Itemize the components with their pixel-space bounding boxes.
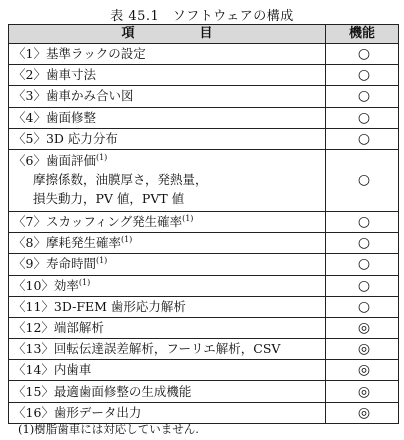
software-composition-table: [8, 24, 399, 424]
row-item: 〈2〉歯車寸法: [9, 65, 326, 86]
table-row: [9, 360, 399, 381]
row-item: 〈6〉歯面評価$^{(1)}$ 摩擦係数，油膜厚さ，発熱量， 損失動力，PV 値，PVT 値: [9, 149, 326, 211]
row-sub-line: 損失動力，PV 値，PVT 値: [33, 190, 185, 206]
table-row: [9, 86, 399, 107]
row-function-mark: ○: [326, 65, 399, 86]
row-function-mark: ○: [326, 44, 399, 65]
footnote-ref: (1): [78, 277, 91, 287]
row-item: 〈5〉3D 応力分布: [9, 128, 326, 149]
table-row: [9, 107, 399, 128]
row-item: 〈7〉スカッフィング発生確率$^{(1)}$: [9, 211, 326, 232]
table-row: [9, 211, 399, 232]
row-item: 〈11〉3D-FEM 歯形応力解析: [9, 296, 326, 317]
row-function-mark: ○: [326, 86, 399, 107]
table-row: [9, 254, 399, 275]
row-function-mark: ○: [326, 149, 399, 211]
row-item: 〈15〉最適歯面修整の生成機能: [9, 381, 326, 402]
footnote-ref: (1): [120, 235, 133, 245]
row-item: 〈1〉基準ラックの設定: [9, 44, 326, 65]
table-row: [9, 275, 399, 296]
row-item: 〈9〉寿命時間$^{(1)}$: [9, 254, 326, 275]
table-row: [9, 65, 399, 86]
row-function-mark: ○: [326, 233, 399, 254]
row-function-mark: ◎: [326, 317, 399, 338]
table-row: [9, 317, 399, 338]
row-function-mark: ◎: [326, 339, 399, 360]
row-item: 〈3〉歯車かみ合い図: [9, 86, 326, 107]
table-row: [9, 233, 399, 254]
row-item: 〈14〉内歯車: [9, 360, 326, 381]
table-row: [9, 128, 399, 149]
row-function-mark: ○: [326, 254, 399, 275]
footnote-ref: (1): [182, 213, 194, 223]
table-caption: 表 45.1 ソフトウェアの構成: [110, 9, 294, 24]
footnote: (1)樹脂歯車には対応していません.: [18, 422, 199, 436]
row-item: 〈8〉摩耗発生確率$^{(1)}$: [9, 233, 326, 254]
table-row: [9, 296, 399, 317]
header-function: 機能: [326, 25, 399, 44]
row-item: 〈12〉端部解析: [9, 317, 326, 338]
row-function-mark: ◎: [326, 381, 399, 402]
row-sub-line: 摩擦係数，油膜厚さ，発熱量，: [33, 171, 208, 187]
table-row: [9, 381, 399, 402]
table-row: [9, 339, 399, 360]
footnote-ref: (1): [95, 152, 108, 162]
table-row: [9, 44, 399, 65]
header-item: 項 目: [9, 25, 326, 44]
footnote-ref: (1): [95, 256, 108, 266]
row-function-mark: ○: [326, 275, 399, 296]
row-function-mark: ○: [326, 107, 399, 128]
row-function-mark: ◎: [326, 360, 399, 381]
row-item: 〈4〉歯面修整: [9, 107, 326, 128]
row-function-mark: ◎: [326, 402, 399, 423]
row-function-mark: ○: [326, 211, 399, 232]
table-header-row: [9, 25, 399, 44]
row-item: 〈16〉歯形データ出力: [9, 402, 326, 423]
table-row: [9, 149, 399, 211]
row-function-mark: ○: [326, 128, 399, 149]
row-function-mark: ○: [326, 296, 399, 317]
row-item: 〈10〉効率$^{(1)}$: [9, 275, 326, 296]
row-item: 〈13〉回転伝達誤差解析，フーリエ解析，CSV: [9, 339, 326, 360]
